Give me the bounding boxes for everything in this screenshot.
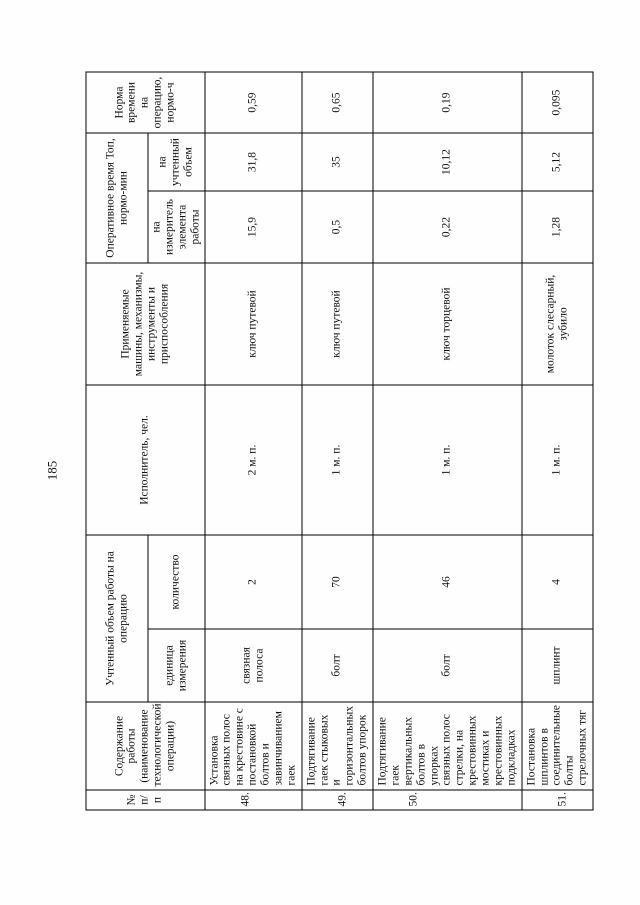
work-description: Установка связных полос на крестовине с постановкой болтов и завинчиванием гаек bbox=[204, 702, 301, 790]
per-meter-cell: 15,9 bbox=[204, 191, 301, 263]
quantity-cell: 4 bbox=[521, 535, 592, 629]
per-volume-cell: 10,12 bbox=[373, 133, 522, 191]
header-per-meter: на измеритель элемента работы bbox=[148, 191, 205, 263]
row-number: 51. bbox=[521, 790, 592, 810]
header-no: № п/п bbox=[86, 790, 205, 810]
tools-cell: ключ путевой bbox=[301, 263, 372, 385]
per-meter-cell: 0,22 bbox=[373, 191, 522, 263]
norm-cell: 0,19 bbox=[373, 72, 522, 133]
header-quantity: количество bbox=[148, 535, 205, 629]
performer-cell: 1 м. п. bbox=[373, 385, 522, 535]
norm-cell: 0,095 bbox=[521, 72, 592, 133]
table-row bbox=[301, 72, 372, 810]
per-volume-cell: 31,8 bbox=[204, 133, 301, 191]
header-volume: Учтенный объем работы на операцию bbox=[86, 535, 148, 702]
unit-cell: связная полоса bbox=[204, 629, 301, 702]
performer-cell: 2 м. п. bbox=[204, 385, 301, 535]
work-description: Подтягивание гаек вертикальных болтов в упорках связных полос стрелки, на крестовинных мостиках и крестовинных подкладках bbox=[373, 702, 522, 790]
header-content: Содержание работы (наименование технологической операции) bbox=[86, 702, 205, 790]
tools-cell: молоток слесарный, зубило bbox=[521, 263, 592, 385]
per-volume-cell: 5,12 bbox=[521, 133, 592, 191]
header-optime: Оперативное время Топ, нормо-мин bbox=[86, 133, 148, 263]
tools-cell: ключ торцевой bbox=[373, 263, 522, 385]
work-description: Постановка шплинтов в соединительные болты стрелочных тяг bbox=[521, 702, 592, 790]
per-meter-cell: 1,28 bbox=[521, 191, 592, 263]
norm-cell: 0,65 bbox=[301, 72, 372, 133]
norms-table bbox=[85, 71, 593, 810]
unit-cell: болт bbox=[301, 629, 372, 702]
unit-cell: шплинт bbox=[521, 629, 592, 702]
per-meter-cell: 0,5 bbox=[301, 191, 372, 263]
quantity-cell: 2 bbox=[204, 535, 301, 629]
row-number: 50. bbox=[373, 790, 522, 810]
tools-cell: ключ путевой bbox=[204, 263, 301, 385]
row-number: 48. bbox=[204, 790, 301, 810]
page-number: 185 bbox=[44, 460, 60, 481]
table-row bbox=[204, 72, 301, 810]
table-row bbox=[521, 72, 592, 810]
per-volume-cell: 35 bbox=[301, 133, 372, 191]
norm-cell: 0,59 bbox=[204, 72, 301, 133]
work-description: Подтягивание гаек стыковых и горизонтальных болтов упорок bbox=[301, 702, 372, 790]
unit-cell: болт bbox=[373, 629, 522, 702]
header-unit: единица измерения bbox=[148, 629, 205, 702]
quantity-cell: 70 bbox=[301, 535, 372, 629]
performer-cell: 1 м. п. bbox=[521, 385, 592, 535]
header-norm: Норма времени на операцию, нормо-ч bbox=[86, 72, 205, 133]
row-number: 49. bbox=[301, 790, 372, 810]
norms-table-sheet bbox=[85, 76, 589, 810]
header-per-volume: на учтенный объем bbox=[148, 133, 205, 191]
header-tools: Применяемые машины, механизмы, инструменты и приспособления bbox=[86, 263, 205, 385]
quantity-cell: 46 bbox=[373, 535, 522, 629]
table-row bbox=[373, 72, 522, 810]
performer-cell: 1 м. п. bbox=[301, 385, 372, 535]
header-performer: Исполнитель, чел. bbox=[86, 385, 205, 535]
